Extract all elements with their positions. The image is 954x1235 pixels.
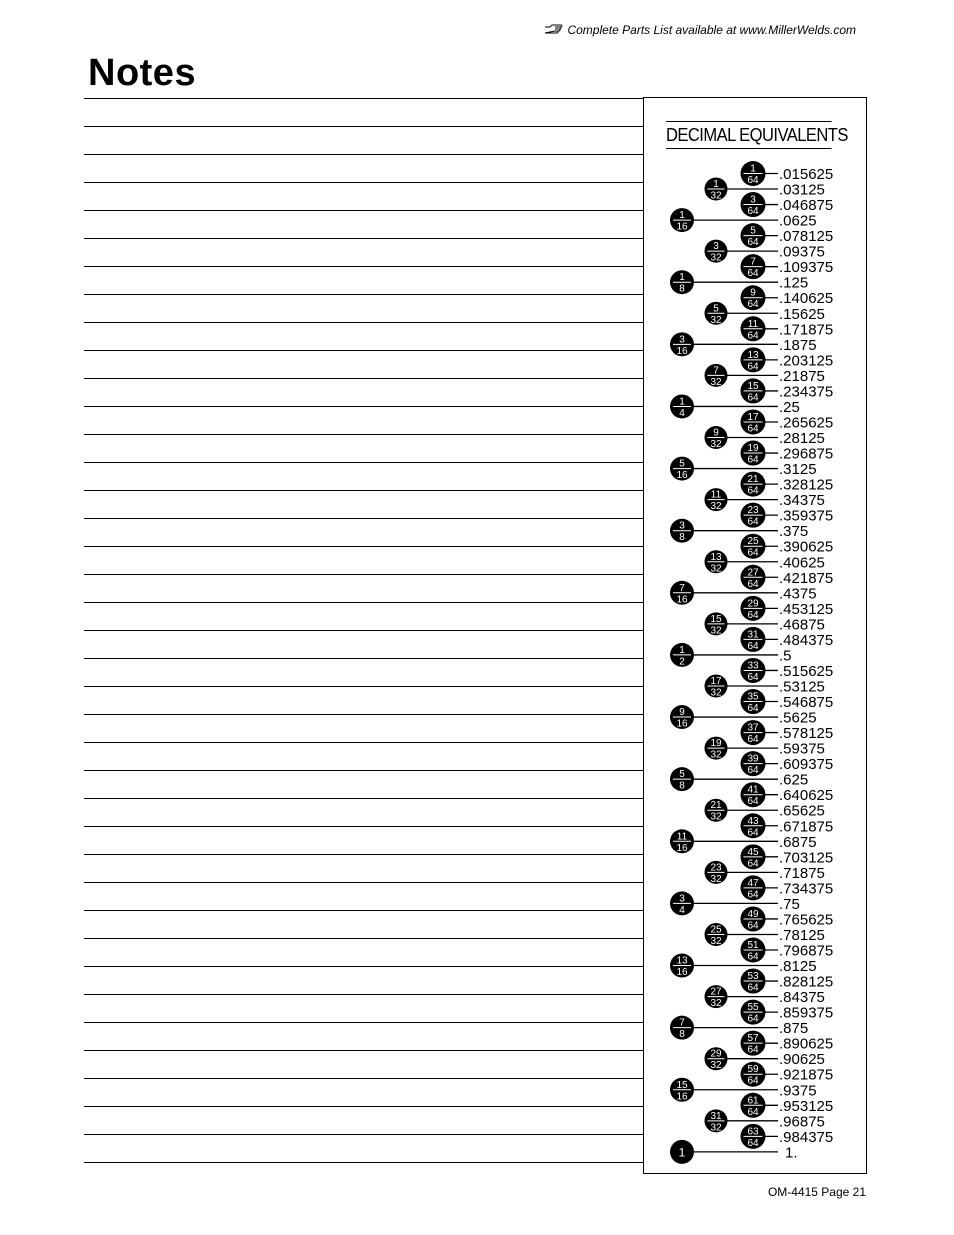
decimal-value: .828125 bbox=[779, 973, 834, 991]
decimal-value: .25 bbox=[779, 398, 800, 416]
decimal-value: .59375 bbox=[779, 740, 825, 758]
decimal-value: .546875 bbox=[779, 694, 834, 712]
fraction-denominator: 64 bbox=[747, 951, 759, 963]
fraction-numerator: 15 bbox=[710, 613, 722, 625]
fraction-numerator: 5 bbox=[679, 458, 685, 470]
decimal-value: .8125 bbox=[779, 958, 817, 976]
fraction-numerator: 11 bbox=[710, 489, 722, 501]
decimal-value: .203125 bbox=[779, 352, 834, 370]
fraction-numerator: 5 bbox=[750, 225, 756, 237]
decimal-value: .890625 bbox=[779, 1035, 834, 1053]
fraction-denominator: 16 bbox=[676, 470, 688, 482]
decimal-value: .75 bbox=[779, 895, 800, 913]
fraction-numerator: 31 bbox=[710, 1110, 722, 1122]
fraction-denominator: 64 bbox=[747, 578, 759, 590]
decimal-value: .03125 bbox=[779, 181, 825, 199]
decimal-value: .140625 bbox=[779, 290, 834, 308]
fraction-denominator: 32 bbox=[710, 501, 722, 513]
fraction-numerator: 55 bbox=[747, 1002, 759, 1014]
fraction-numerator: 15 bbox=[747, 380, 759, 392]
fraction-denominator: 32 bbox=[710, 376, 722, 388]
fraction-numerator: 61 bbox=[747, 1095, 759, 1107]
fraction-numerator: 13 bbox=[676, 955, 688, 967]
fraction-numerator: 39 bbox=[747, 753, 759, 765]
decimal-value: .40625 bbox=[779, 554, 825, 572]
fraction-numerator: 49 bbox=[747, 908, 759, 920]
fraction-numerator: 25 bbox=[747, 536, 759, 548]
fraction-denominator: 64 bbox=[747, 827, 759, 839]
decimal-value: .53125 bbox=[779, 678, 825, 696]
fraction-denominator: 32 bbox=[710, 1060, 722, 1072]
fraction-denominator: 64 bbox=[747, 516, 759, 528]
fraction-numerator: 3 bbox=[679, 334, 685, 346]
fraction-denominator: 64 bbox=[747, 796, 759, 808]
footer-page-number: OM-4415 Page 21 bbox=[767, 1185, 866, 1199]
fraction-denominator: 16 bbox=[676, 718, 688, 730]
fraction-numerator: 21 bbox=[747, 474, 759, 486]
fraction-whole: 1 bbox=[678, 1145, 686, 1160]
fraction-numerator: 1 bbox=[679, 210, 685, 222]
fraction-numerator: 63 bbox=[747, 1126, 759, 1138]
fraction-numerator: 15 bbox=[676, 1079, 688, 1091]
header-note-text: Complete Parts List available at www.MillerWelds.com bbox=[567, 23, 856, 37]
fraction-denominator: 32 bbox=[710, 687, 722, 699]
fraction-numerator: 27 bbox=[747, 567, 759, 579]
fraction-denominator: 32 bbox=[710, 749, 722, 761]
fraction-denominator: 8 bbox=[679, 1029, 685, 1041]
decimal-value: .015625 bbox=[779, 166, 834, 183]
decimal-value: .515625 bbox=[779, 662, 834, 680]
fraction-denominator: 64 bbox=[747, 671, 759, 683]
fraction-numerator: 29 bbox=[710, 1048, 722, 1060]
decimal-value: .796875 bbox=[779, 942, 834, 960]
decimal-value: .609375 bbox=[779, 756, 834, 774]
decimal-value: .84375 bbox=[779, 989, 825, 1007]
decimal-value: .171875 bbox=[779, 321, 834, 339]
fraction-numerator: 7 bbox=[750, 256, 756, 268]
fraction-denominator: 64 bbox=[747, 299, 759, 311]
decimal-value: .265625 bbox=[779, 414, 834, 432]
fraction-denominator: 64 bbox=[747, 268, 759, 280]
decimal-value: .078125 bbox=[779, 228, 834, 246]
page-title: Notes bbox=[88, 52, 197, 94]
decimal-value: .28125 bbox=[779, 430, 825, 448]
fraction-denominator: 64 bbox=[747, 237, 759, 249]
fraction-numerator: 1 bbox=[679, 396, 685, 408]
decimal-value: .90625 bbox=[779, 1051, 825, 1069]
decimal-value: .9375 bbox=[779, 1082, 817, 1100]
fraction-denominator: 32 bbox=[710, 935, 722, 947]
decimal-value: .5625 bbox=[779, 709, 817, 727]
fraction-denominator: 64 bbox=[747, 889, 759, 901]
decimal-value: .640625 bbox=[779, 787, 834, 805]
fraction-denominator: 64 bbox=[747, 703, 759, 715]
decimal-value: .21875 bbox=[779, 367, 825, 385]
fraction-denominator: 32 bbox=[710, 998, 722, 1010]
fraction-numerator: 1 bbox=[713, 179, 719, 191]
fraction-denominator: 8 bbox=[679, 532, 685, 544]
fraction-denominator: 64 bbox=[747, 454, 759, 466]
decimal-value: .671875 bbox=[779, 818, 834, 836]
decimal-value: .4375 bbox=[779, 585, 817, 603]
fraction-numerator: 5 bbox=[713, 303, 719, 315]
decimal-value: .09375 bbox=[779, 243, 825, 261]
fraction-denominator: 32 bbox=[710, 252, 722, 264]
decimal-value: .421875 bbox=[779, 569, 834, 587]
fraction-denominator: 16 bbox=[676, 1091, 688, 1103]
fraction-numerator: 45 bbox=[747, 846, 759, 858]
decimal-value: .125 bbox=[779, 274, 809, 292]
fraction-numerator: 1 bbox=[679, 644, 685, 656]
fraction-denominator: 16 bbox=[676, 345, 688, 357]
fraction-numerator: 57 bbox=[747, 1033, 759, 1045]
decimal-value: .984375 bbox=[779, 1128, 834, 1146]
fraction-denominator: 64 bbox=[747, 1044, 759, 1056]
fraction-numerator: 9 bbox=[679, 707, 685, 719]
fraction-numerator: 3 bbox=[713, 241, 719, 253]
decimal-value: .96875 bbox=[779, 1113, 825, 1131]
decimal-value: .3125 bbox=[779, 461, 817, 479]
decimal-value: .15625 bbox=[779, 305, 825, 323]
fraction-numerator: 19 bbox=[747, 443, 759, 455]
decimal-value: .859375 bbox=[779, 1004, 834, 1022]
fraction-numerator: 9 bbox=[750, 287, 756, 299]
fraction-denominator: 64 bbox=[747, 858, 759, 870]
decimal-value: .875 bbox=[779, 1020, 809, 1038]
fraction-denominator: 64 bbox=[747, 361, 759, 373]
fraction-numerator: 11 bbox=[676, 831, 688, 843]
decimal-value: .65625 bbox=[779, 802, 825, 820]
fraction-numerator: 51 bbox=[747, 940, 759, 951]
fraction-denominator: 64 bbox=[747, 485, 759, 497]
fraction-denominator: 16 bbox=[676, 842, 688, 854]
decimal-value: .6875 bbox=[779, 833, 817, 851]
decimal-value: .34375 bbox=[779, 492, 825, 510]
fraction-row bbox=[670, 640, 792, 668]
fraction-denominator: 64 bbox=[747, 609, 759, 621]
fraction-numerator: 13 bbox=[710, 551, 722, 563]
fraction-denominator: 16 bbox=[676, 967, 688, 979]
fraction-denominator: 64 bbox=[747, 1106, 759, 1118]
decimal-value: .109375 bbox=[779, 259, 834, 277]
fraction-denominator: 32 bbox=[710, 625, 722, 637]
fraction-denominator: 32 bbox=[710, 439, 722, 451]
fraction-denominator: 64 bbox=[747, 1075, 759, 1087]
fraction-numerator: 13 bbox=[747, 349, 759, 361]
decimal-value: 1. bbox=[785, 1144, 798, 1162]
decimal-value: .921875 bbox=[779, 1066, 834, 1084]
fraction-numerator: 33 bbox=[747, 660, 759, 672]
fraction-numerator: 41 bbox=[747, 784, 759, 796]
decimal-value: .734375 bbox=[779, 880, 834, 898]
fraction-numerator: 25 bbox=[710, 924, 722, 936]
fraction-denominator: 32 bbox=[710, 190, 722, 202]
decimal-value: .703125 bbox=[779, 849, 834, 867]
fraction-denominator: 64 bbox=[747, 640, 759, 652]
fraction-denominator: 64 bbox=[747, 920, 759, 932]
fraction-numerator: 7 bbox=[713, 365, 719, 377]
fraction-denominator: 32 bbox=[710, 1122, 722, 1134]
fraction-denominator: 64 bbox=[747, 1013, 759, 1025]
fraction-numerator: 19 bbox=[710, 738, 722, 750]
fraction-denominator: 4 bbox=[679, 904, 685, 916]
fraction-numerator: 11 bbox=[747, 318, 759, 330]
decimal-value: .71875 bbox=[779, 864, 825, 882]
fraction-numerator: 21 bbox=[710, 800, 722, 812]
decimal-value: .328125 bbox=[779, 476, 834, 494]
fraction-numerator: 35 bbox=[747, 691, 759, 703]
fraction-denominator: 8 bbox=[679, 780, 685, 792]
decimal-value: .578125 bbox=[779, 725, 834, 743]
decimal-value: .484375 bbox=[779, 631, 834, 649]
fraction-numerator: 17 bbox=[747, 411, 759, 423]
fraction-numerator: 7 bbox=[679, 582, 685, 594]
decimal-value: .46875 bbox=[779, 616, 825, 634]
decimal-value: .5 bbox=[779, 647, 792, 665]
fraction-numerator: 17 bbox=[710, 675, 722, 687]
fraction-numerator: 47 bbox=[747, 877, 759, 889]
fraction-numerator: 27 bbox=[710, 986, 722, 998]
fraction-numerator: 3 bbox=[679, 893, 685, 905]
fraction-numerator: 29 bbox=[747, 598, 759, 610]
decimal-value: .046875 bbox=[779, 197, 834, 215]
fraction-numerator: 5 bbox=[679, 769, 685, 781]
fraction-denominator: 64 bbox=[747, 423, 759, 435]
fraction-numerator: 3 bbox=[750, 194, 756, 206]
decimal-value: .1875 bbox=[779, 336, 817, 354]
fraction-denominator: 32 bbox=[710, 563, 722, 575]
decimal-value: .453125 bbox=[779, 600, 834, 618]
fraction-denominator: 32 bbox=[710, 873, 722, 885]
decimal-value: .0625 bbox=[779, 212, 817, 230]
fraction-numerator: 59 bbox=[747, 1064, 759, 1076]
fraction-denominator: 4 bbox=[679, 407, 685, 419]
fraction-numerator: 53 bbox=[747, 971, 759, 983]
fraction-numerator: 1 bbox=[679, 272, 685, 284]
decimal-equivalents-title: DECIMAL EQUIVALENTS bbox=[666, 121, 832, 149]
fraction-denominator: 16 bbox=[676, 594, 688, 606]
decimal-value: .390625 bbox=[779, 538, 834, 556]
fraction-numerator: 1 bbox=[750, 163, 756, 175]
fraction-denominator: 64 bbox=[747, 734, 759, 746]
fraction-denominator: 64 bbox=[747, 1137, 759, 1149]
fraction-denominator: 64 bbox=[747, 982, 759, 994]
fraction-numerator: 31 bbox=[747, 629, 759, 641]
fraction-denominator: 16 bbox=[676, 221, 688, 233]
fraction-denominator: 32 bbox=[710, 811, 722, 823]
decimal-value: .296875 bbox=[779, 445, 834, 463]
fraction-denominator: 64 bbox=[747, 206, 759, 218]
fraction-numerator: 7 bbox=[679, 1017, 685, 1029]
fraction-denominator: 8 bbox=[679, 283, 685, 295]
fraction-numerator: 43 bbox=[747, 815, 759, 827]
fraction-denominator: 2 bbox=[679, 656, 685, 668]
fraction-denominator: 64 bbox=[747, 175, 759, 186]
fraction-numerator: 23 bbox=[710, 862, 722, 874]
decimal-value: .234375 bbox=[779, 383, 834, 401]
decimal-value: .953125 bbox=[779, 1097, 834, 1115]
decimal-value: .359375 bbox=[779, 507, 834, 525]
fraction-numerator: 23 bbox=[747, 505, 759, 517]
fraction-denominator: 64 bbox=[747, 392, 759, 404]
fraction-denominator: 64 bbox=[747, 765, 759, 777]
fraction-denominator: 64 bbox=[747, 547, 759, 559]
decimal-value: .765625 bbox=[779, 911, 834, 929]
decimal-value: .375 bbox=[779, 523, 809, 541]
fraction-numerator: 3 bbox=[679, 520, 685, 532]
decimal-value: .78125 bbox=[779, 926, 825, 944]
decimal-value: .625 bbox=[779, 771, 809, 789]
fraction-denominator: 32 bbox=[710, 314, 722, 326]
fraction-numerator: 9 bbox=[713, 427, 719, 439]
fraction-denominator: 64 bbox=[747, 330, 759, 342]
fraction-numerator: 37 bbox=[747, 722, 759, 734]
